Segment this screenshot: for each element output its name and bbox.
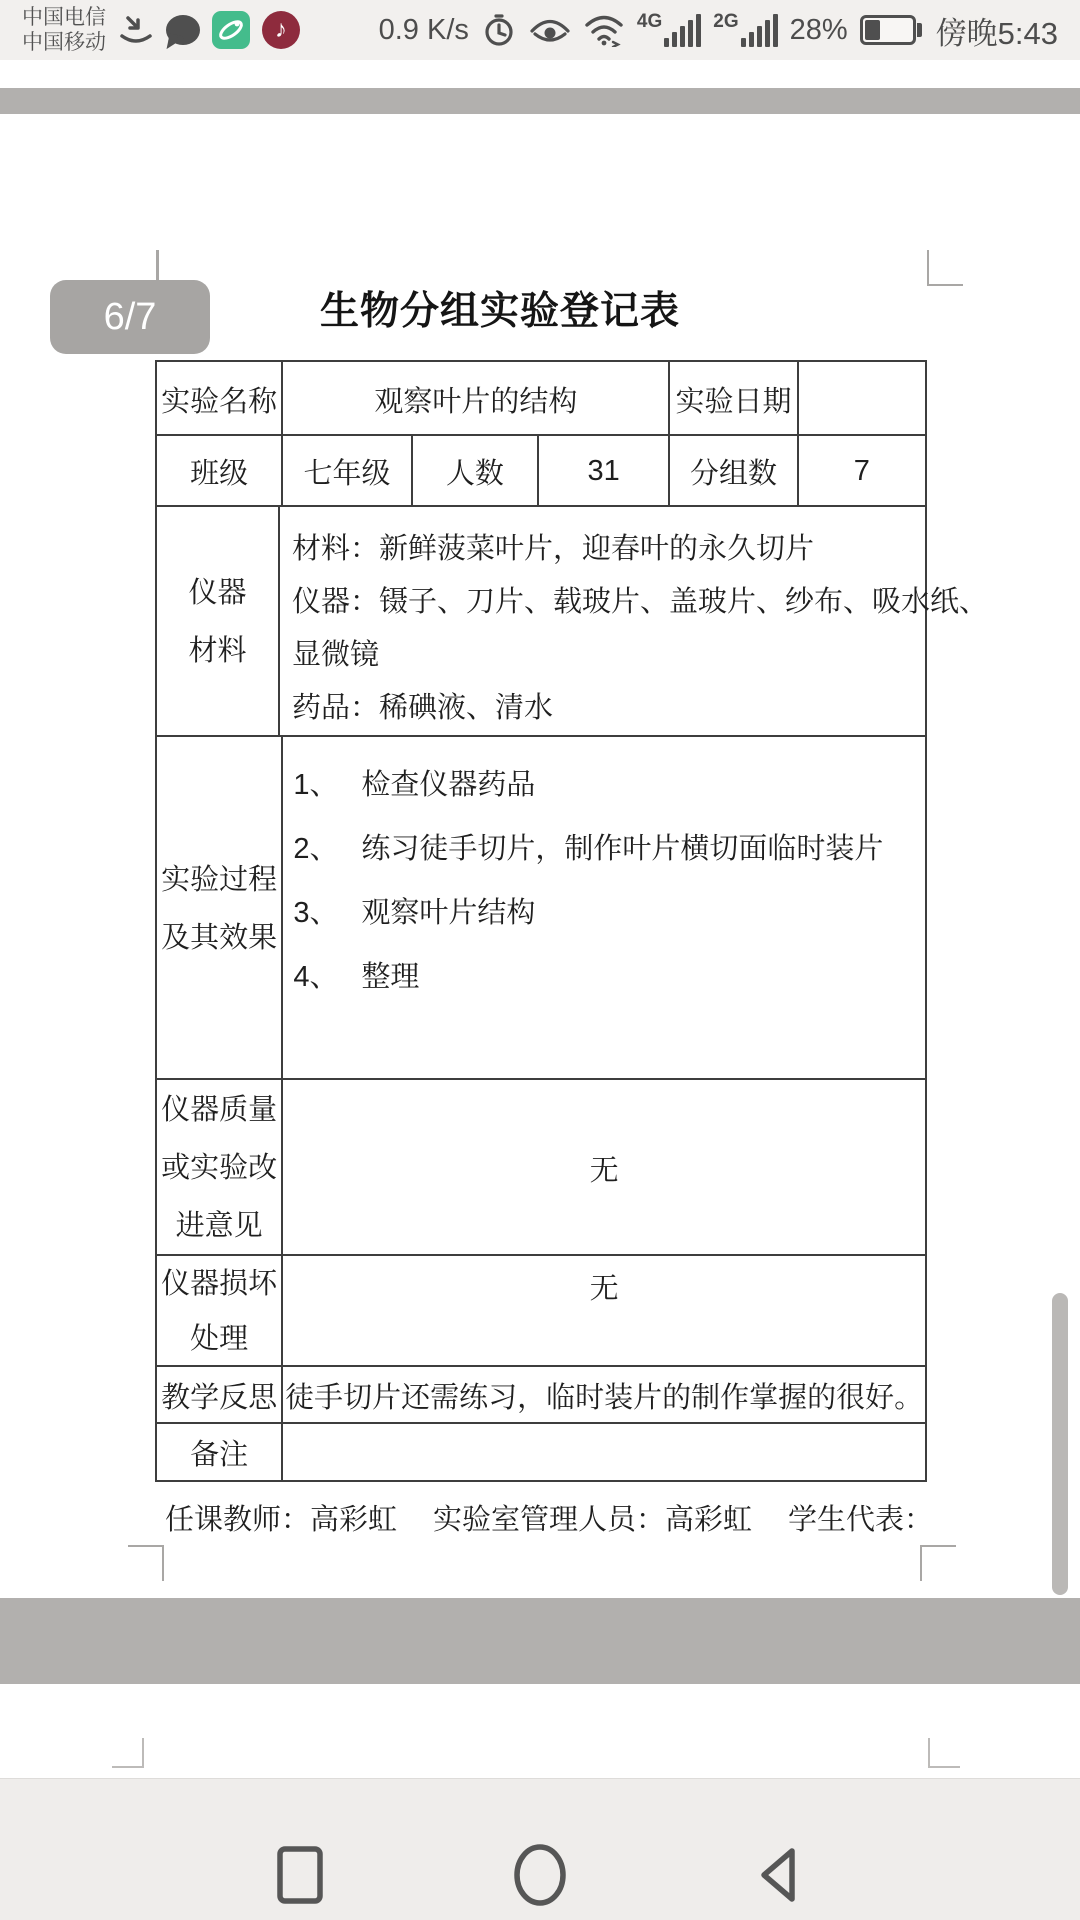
margin-mark-bottom-left	[128, 1545, 164, 1581]
douyin-app-icon: ♪	[262, 11, 300, 49]
navigation-bar	[0, 1778, 1080, 1920]
signal-2g	[713, 13, 777, 47]
recents-square-icon	[280, 1849, 320, 1901]
home-circle-icon	[517, 1847, 563, 1903]
green-app-icon	[212, 11, 250, 49]
manager-signature: 实验室管理人员：高彩虹	[433, 1504, 753, 1536]
class-value: 七年级	[283, 436, 412, 507]
eye-comfort-icon	[529, 14, 571, 46]
count-label: 人数	[413, 436, 539, 507]
damage-label: 仪器损坏 处理	[157, 1256, 283, 1367]
table-row-class	[157, 436, 925, 507]
network-speed: 0.9 K/s	[378, 13, 469, 46]
groups-label: 分组数	[670, 436, 798, 507]
battery-percent: 28%	[789, 13, 848, 46]
reflection-value: 徒手切片还需练习，临时装片的制作掌握的很好。	[285, 1382, 924, 1414]
remark-label: 备注	[157, 1424, 283, 1480]
table-row-reflection	[157, 1367, 925, 1424]
table-row-remark	[157, 1424, 925, 1480]
remark-value	[283, 1424, 925, 1480]
process-content	[283, 737, 925, 1080]
network-2g-label: 2G	[713, 11, 739, 32]
carrier-line2: 中国移动	[22, 31, 106, 54]
damage-value: 无	[589, 1273, 619, 1305]
table-row-materials	[157, 507, 989, 737]
experiment-name-value: 观察叶片的结构	[283, 362, 670, 436]
signal-4g-bars	[664, 13, 701, 47]
table-row-damage	[157, 1256, 925, 1367]
next-page-margin-mark-right	[928, 1738, 960, 1768]
process-item: 1、 检查仪器药品	[293, 769, 536, 801]
signature-line	[165, 1497, 945, 1538]
count-value: 31	[539, 436, 670, 507]
missed-call-icon	[118, 12, 154, 48]
table-row-experiment-name	[157, 362, 925, 436]
class-label: 班级	[157, 436, 283, 507]
signal-4g	[637, 13, 701, 47]
page-number-badge[interactable]: 6/7	[50, 280, 210, 354]
status-bar-left	[22, 5, 300, 55]
table-row-process	[157, 737, 925, 1080]
table-row-quality	[157, 1080, 925, 1256]
experiment-date-value	[799, 362, 925, 436]
back-triangle-icon	[764, 1851, 792, 1899]
process-item: 4、 整理	[293, 961, 420, 993]
signal-2g-bars	[741, 13, 778, 47]
materials-content: 材料：新鲜菠菜叶片，迎春叶的永久切片 仪器：镊子、刀片、载玻片、盖玻片、纱布、吸水纸、 显微镜 药品：稀碘液、清水	[292, 533, 989, 724]
materials-label: 仪器 材料	[157, 507, 280, 737]
process-item: 2、 练习徒手切片，制作叶片横切面临时装片	[293, 833, 884, 865]
status-time: 傍晚5:43	[935, 15, 1058, 51]
groups-value: 7	[853, 455, 870, 487]
margin-mark-bottom-right	[920, 1545, 956, 1581]
experiment-name-label: 实验名称	[157, 362, 283, 436]
page-separator-bottom	[0, 1598, 1080, 1684]
battery-icon	[860, 14, 924, 46]
experiment-date-label: 实验日期	[670, 362, 798, 436]
teacher-signature: 任课教师：高彩虹	[165, 1504, 398, 1536]
margin-mark-top-left	[156, 250, 159, 282]
chat-bubble-icon	[166, 15, 200, 45]
document-title: 生物分组实验登记表	[319, 290, 680, 333]
alarm-icon	[481, 12, 517, 48]
wifi-icon	[583, 13, 625, 47]
student-signature: 学生代表：	[788, 1504, 934, 1536]
recents-button[interactable]	[270, 1845, 330, 1905]
process-item: 3、 观察叶片结构	[293, 897, 536, 929]
experiment-table	[155, 360, 989, 1482]
back-button[interactable]	[750, 1845, 810, 1905]
status-bar-right	[379, 8, 1058, 53]
reflection-label: 教学反思	[157, 1367, 283, 1424]
quality-value: 无	[589, 1154, 619, 1187]
margin-mark-top-right	[927, 250, 963, 286]
carrier-names	[22, 5, 106, 55]
network-4g-label: 4G	[636, 11, 663, 32]
next-page-margin-mark-left	[112, 1738, 144, 1768]
scrollbar-thumb[interactable]	[1052, 1293, 1068, 1595]
page-separator-top	[0, 88, 1080, 114]
quality-label: 仪器质量 或实验改 进意见	[157, 1080, 283, 1256]
process-label: 实验过程 及其效果	[157, 737, 283, 1080]
carrier-line1: 中国电信	[22, 6, 106, 29]
status-bar[interactable]	[0, 0, 1080, 60]
home-button[interactable]	[510, 1845, 570, 1905]
